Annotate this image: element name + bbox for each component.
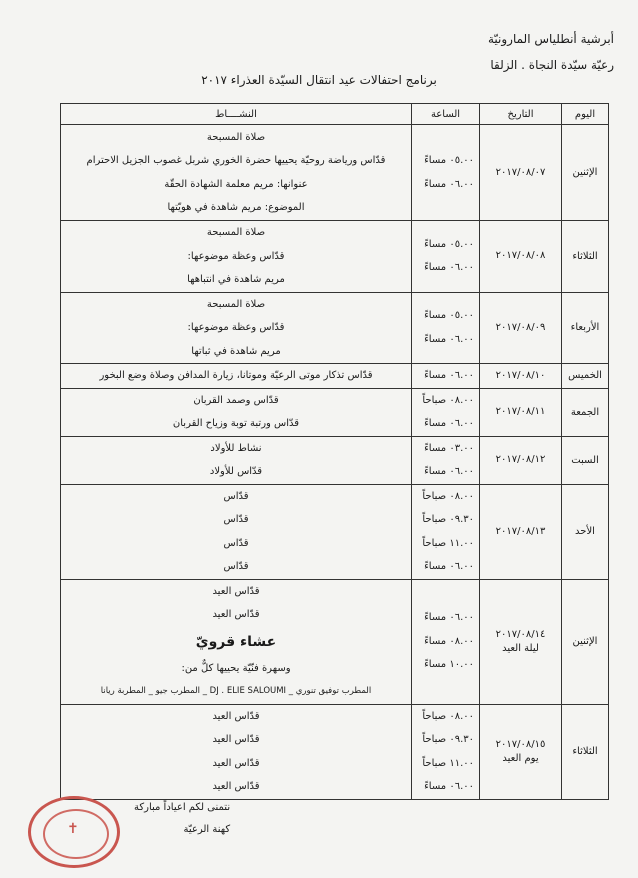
activity-entry: صلاة المسبحة	[206, 298, 266, 310]
time-cell	[412, 436, 480, 484]
activity-entry: عنوانها: مريم معلمة الشهادة الحقّة	[164, 178, 308, 190]
day-cell: الثلاثاء	[562, 221, 609, 293]
date-value: ٢٠١٧/٠٨/١٢	[495, 454, 546, 465]
activity-entry: قدّاس العيد	[212, 757, 260, 769]
column-header-time: الساعة	[412, 104, 480, 125]
day-cell: السبت	[562, 436, 609, 484]
closing-note	[134, 797, 230, 841]
time-entry: ٠٥.٠٠ مساءً	[424, 238, 474, 250]
activity-entry: مريم شاهدة في ثباتها	[191, 345, 281, 357]
column-header-activity: النشــــاط	[61, 104, 412, 125]
time-entry: ٠٨.٠٠ صباحاً	[422, 394, 474, 406]
day-cell: الإثنين	[562, 579, 609, 704]
time-entry: ٠٨.٠٠ مساءً	[424, 635, 474, 647]
activity-cell	[61, 436, 412, 484]
activity-cell	[61, 388, 412, 436]
day-cell: الأربعاء	[562, 292, 609, 364]
activity-entry: قدّاس تذكار موتى الرعيّة وموتانا، زيارة المدافن وصلاة وضع البخور	[99, 370, 373, 381]
date-cell	[480, 125, 562, 221]
table-row	[61, 364, 609, 389]
activity-entry: قدّاس وصمد القربان	[193, 394, 279, 406]
table-row	[61, 579, 609, 704]
performers-list: المطرب توفيق تنوري _ DJ . ELIE SALOUMI _ المطرب جيو _ المطربة ريانا	[100, 686, 372, 696]
activity-cell	[61, 484, 412, 579]
time-entry: ٠٩.٣٠ صباحاً	[422, 734, 474, 745]
date-value: ٢٠١٧/٠٨/١٠	[495, 369, 546, 381]
day-cell: الأحد	[562, 484, 609, 579]
time-entry: ١٠.٠٠ مساءً	[424, 659, 474, 671]
activity-entry: قدّاس ورتبة توبة وزياح القربان	[172, 418, 300, 429]
activity-cell	[61, 579, 412, 704]
time-entry: ٠٦.٠٠ مساءً	[424, 466, 474, 477]
activity-entry: مريم شاهدة في انتباهها	[187, 274, 285, 285]
time-entry: ٠٥.٠٠ مساءً	[424, 310, 474, 322]
time-entry: ٠٦.٠٠ مساءً	[424, 612, 474, 624]
date-cell	[480, 292, 562, 364]
activity-entry: قدّاس	[223, 490, 249, 502]
cross-icon: ✝	[67, 821, 79, 837]
activity-entry: نشاط للأولاد	[210, 442, 262, 454]
activity-cell	[61, 364, 412, 389]
date-note: ليلة العيد	[502, 642, 539, 654]
time-cell	[412, 704, 480, 799]
activity-entry: قدّاس وعظة موضوعها:	[187, 250, 285, 262]
diocese-name: أبرشية أنطلياس المارونيّة	[487, 32, 614, 46]
time-entry: ٠٩.٣٠ صباحاً	[422, 514, 474, 525]
table-row	[61, 292, 609, 364]
column-header-day: اليوم	[562, 104, 609, 125]
activity-cell	[61, 704, 412, 799]
activity-entry: صلاة المسبحة	[206, 131, 266, 143]
activity-entry: الموضوع: مريم شاهدة في هويّتها	[167, 202, 305, 213]
time-entry: ٠٨.٠٠ صباحاً	[422, 490, 474, 502]
time-entry: ٠٦.٠٠ مساءً	[424, 781, 474, 792]
table-row	[61, 436, 609, 484]
date-cell	[480, 704, 562, 799]
table-row	[61, 484, 609, 579]
dinner-highlight: عشاء قرويّ	[195, 633, 277, 650]
date-cell	[480, 388, 562, 436]
date-value: ٢٠١٧/٠٨/٠٨	[495, 250, 546, 262]
activity-entry: قدّاس	[223, 514, 249, 525]
parish-stamp	[28, 796, 120, 868]
page-title: برنامج احتفالات عيد انتقال السيّدة العذراء ٢٠١٧	[201, 73, 437, 87]
activity-entry: صلاة المسبحة	[206, 227, 266, 238]
day-cell: الجمعة	[562, 388, 609, 436]
table-row	[61, 221, 609, 293]
time-entry: ١١.٠٠ صباحاً	[422, 537, 474, 549]
activity-entry: قدّاس العيد	[212, 781, 260, 792]
activity-cell	[61, 221, 412, 293]
date-cell	[480, 436, 562, 484]
activity-entry: قدّاس للأولاد	[209, 466, 263, 477]
date-note: يوم العيد	[502, 752, 539, 764]
date-value: ٢٠١٧/٠٨/١٤	[495, 628, 546, 640]
activity-entry: قدّاس وعظة موضوعها:	[187, 322, 285, 333]
date-value: ٢٠١٧/٠٨/١٥	[495, 738, 546, 750]
time-cell	[412, 364, 480, 389]
time-entry: ٠٦.٠٠ مساءً	[424, 418, 474, 429]
day-cell: الثلاثاء	[562, 704, 609, 799]
activity-entry: قدّاس ورياضة روحيّة يحييها حضرة الخوري شربل غصوب الجزيل الاحترام	[86, 155, 386, 166]
time-cell	[412, 221, 480, 293]
time-entry: ٠٦.٠٠ مساءً	[424, 561, 474, 572]
activity-cell	[61, 292, 412, 364]
program-table	[60, 103, 609, 800]
time-cell	[412, 484, 480, 579]
table-row	[61, 704, 609, 799]
table-row	[61, 125, 609, 221]
time-entry: ٠٣.٠٠ مساءً	[424, 442, 474, 454]
date-cell	[480, 221, 562, 293]
date-value: ٢٠١٧/٠٨/٠٧	[495, 166, 546, 178]
date-value: ٢٠١٧/٠٨/١٣	[495, 525, 546, 537]
parish-name: رعيّة سيّدة النجاة . الزلقا	[490, 58, 614, 72]
date-value: ٢٠١٧/٠٨/١١	[495, 406, 546, 417]
time-cell	[412, 292, 480, 364]
time-entry: ٠٦.٠٠ مساءً	[424, 333, 474, 345]
activity-entry: قدّاس العيد	[212, 734, 260, 745]
date-cell	[480, 484, 562, 579]
parish-header	[488, 26, 614, 78]
day-cell: الإثنين	[562, 125, 609, 221]
time-entry: ٠٦.٠٠ مساءً	[424, 370, 474, 381]
table-row	[61, 388, 609, 436]
time-entry: ٠٨.٠٠ صباحاً	[422, 710, 474, 722]
date-cell	[480, 579, 562, 704]
time-cell	[412, 579, 480, 704]
time-cell	[412, 388, 480, 436]
activity-entry: قدّاس العيد	[212, 710, 260, 722]
activity-entry: قدّاس العيد	[212, 609, 260, 620]
time-entry: ١١.٠٠ صباحاً	[422, 757, 474, 769]
time-entry: ٠٦.٠٠ مساءً	[424, 262, 474, 274]
time-entry: ٠٦.٠٠ مساءً	[424, 178, 474, 190]
closing-signature: كهنة الرعيّة	[183, 824, 231, 835]
day-cell: الخميس	[562, 364, 609, 389]
date-value: ٢٠١٧/٠٨/٠٩	[495, 321, 546, 333]
activity-entry: قدّاس العيد	[212, 585, 260, 597]
table-header-row	[61, 104, 609, 125]
evening-entertainment: وسهرة فنّيّة يحييها كلٌّ من:	[181, 662, 291, 674]
activity-entry: قدّاس	[223, 561, 249, 572]
date-cell	[480, 364, 562, 389]
activity-cell	[61, 125, 412, 221]
closing-greeting: نتمنى لكم اعياداً مباركة	[134, 802, 231, 813]
time-entry: ٠٥.٠٠ مساءً	[424, 155, 474, 166]
column-header-date: التاريخ	[480, 104, 562, 125]
time-cell	[412, 125, 480, 221]
activity-entry: قدّاس	[223, 537, 249, 549]
